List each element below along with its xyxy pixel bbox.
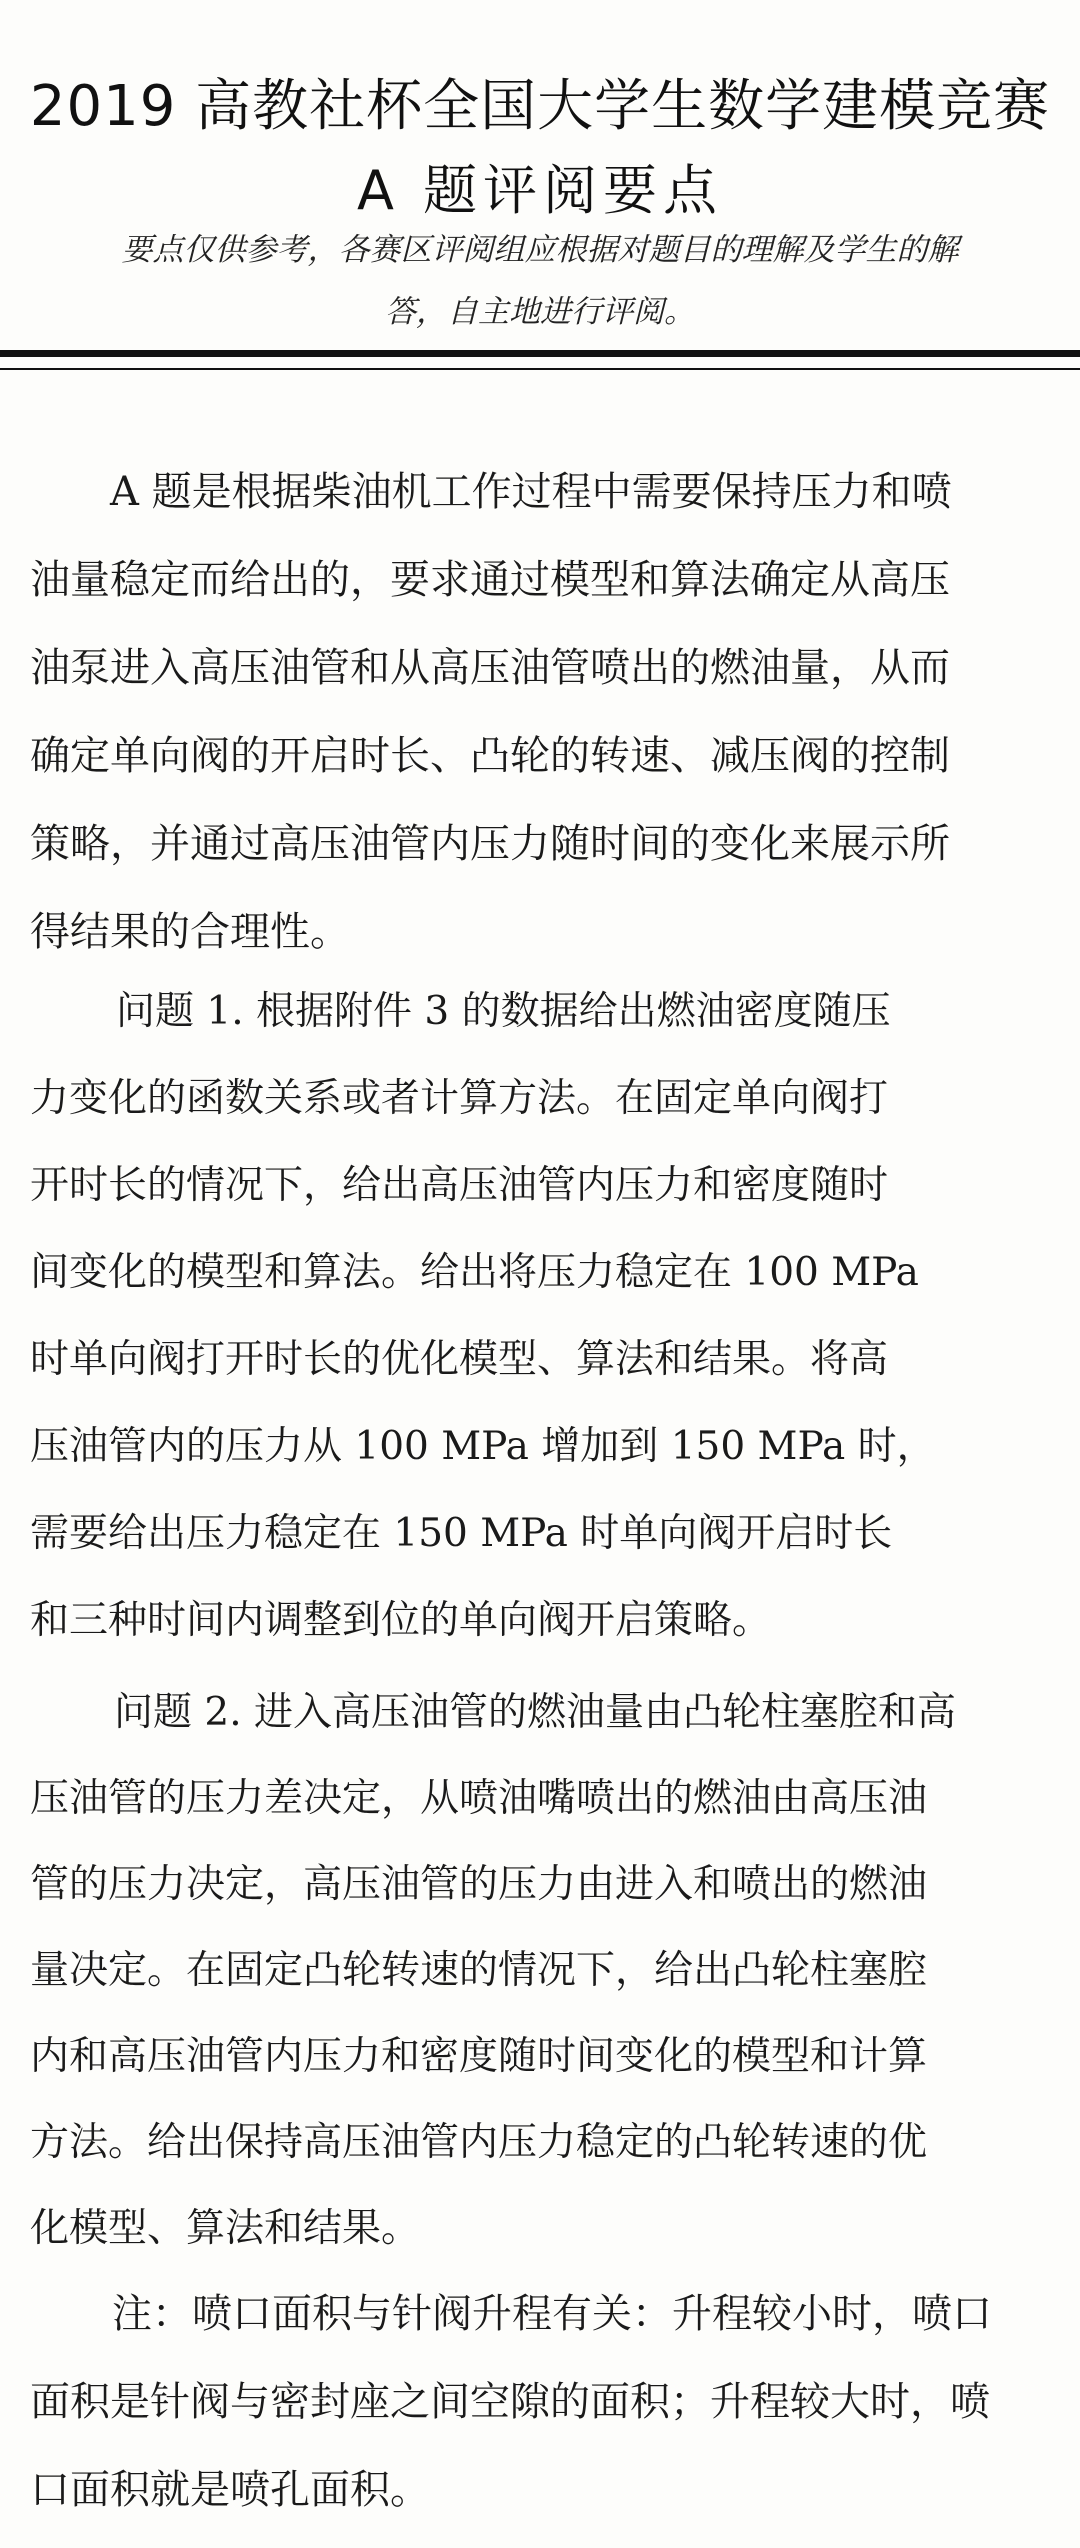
intro-line: A 题是根据柴油机工作过程中需要保持压力和喷 bbox=[110, 469, 952, 515]
question-2-line: 压油管的压力差决定，从喷油嘴喷出的燃油由高压油 bbox=[30, 1776, 928, 1821]
question-1-line: 开时长的情况下，给出高压油管内压力和密度随时 bbox=[30, 1163, 889, 1208]
question-1-line: 需要给出压力稳定在 150 MPa 时单向阀开启时长 bbox=[30, 1511, 893, 1556]
note-line: 注：喷口面积与针阀升程有关：升程较小时，喷口 bbox=[112, 2291, 992, 2337]
header-divider-thick bbox=[0, 350, 1080, 357]
question-2-paragraph bbox=[30, 1670, 1060, 2272]
question-2-line: 内和高压油管内压力和密度随时间变化的模型和计算 bbox=[30, 2034, 928, 2079]
disclaimer-line-1: 要点仅供参考，各赛区评阅组应根据对题目的理解及学生的解 bbox=[121, 232, 959, 268]
question-1-line: 力变化的函数关系或者计算方法。在固定单向阀打 bbox=[30, 1076, 889, 1121]
header-divider-thin bbox=[0, 368, 1080, 370]
question-1-paragraph bbox=[30, 968, 1060, 1664]
question-1-line: 时单向阀打开时长的优化模型、算法和结果。将高 bbox=[30, 1337, 889, 1382]
intro-line: 油泵进入高压油管和从高压油管喷出的燃油量，从而 bbox=[30, 645, 950, 691]
note-line: 口面积就是喷孔面积。 bbox=[30, 2467, 430, 2513]
note-paragraph bbox=[30, 2270, 1060, 2534]
intro-line: 油量稳定而给出的，要求通过模型和算法确定从高压 bbox=[30, 557, 950, 603]
question-2-line: 量决定。在固定凸轮转速的情况下，给出凸轮柱塞腔 bbox=[30, 1948, 928, 1993]
question-1-line: 问题 1. 根据附件 3 的数据给出燃油密度随压 bbox=[116, 989, 891, 1034]
question-1-line: 压油管内的压力从 100 MPa 增加到 150 MPa 时， bbox=[30, 1424, 936, 1469]
intro-paragraph bbox=[30, 448, 1060, 976]
question-1-line: 间变化的模型和算法。给出将压力稳定在 100 MPa bbox=[30, 1250, 919, 1295]
disclaimer-line-2: 答，自主地进行评阅。 bbox=[385, 294, 695, 330]
question-2-line: 管的压力决定，高压油管的压力由进入和喷出的燃油 bbox=[30, 1862, 928, 1907]
question-2-line: 问题 2. 进入高压油管的燃油量由凸轮柱塞腔和高 bbox=[114, 1690, 957, 1735]
intro-line: 确定单向阀的开启时长、凸轮的转速、减压阀的控制 bbox=[30, 733, 950, 779]
document-title: 2019 高教社杯全国大学生数学建模竞赛 bbox=[29, 74, 1051, 139]
question-1-line: 和三种时间内调整到位的单向阀开启策略。 bbox=[30, 1598, 772, 1643]
note-line: 面积是针阀与密封座之间空隙的面积；升程较大时，喷 bbox=[30, 2379, 990, 2425]
intro-line: 策略，并通过高压油管内压力随时间的变化来展示所 bbox=[30, 821, 950, 867]
question-2-line: 方法。给出保持高压油管内压力稳定的凸轮转速的优 bbox=[30, 2120, 928, 2165]
document-subtitle: A 题评阅要点 bbox=[356, 159, 724, 222]
intro-line: 得结果的合理性。 bbox=[30, 909, 350, 955]
question-2-line: 化模型、算法和结果。 bbox=[30, 2206, 421, 2251]
